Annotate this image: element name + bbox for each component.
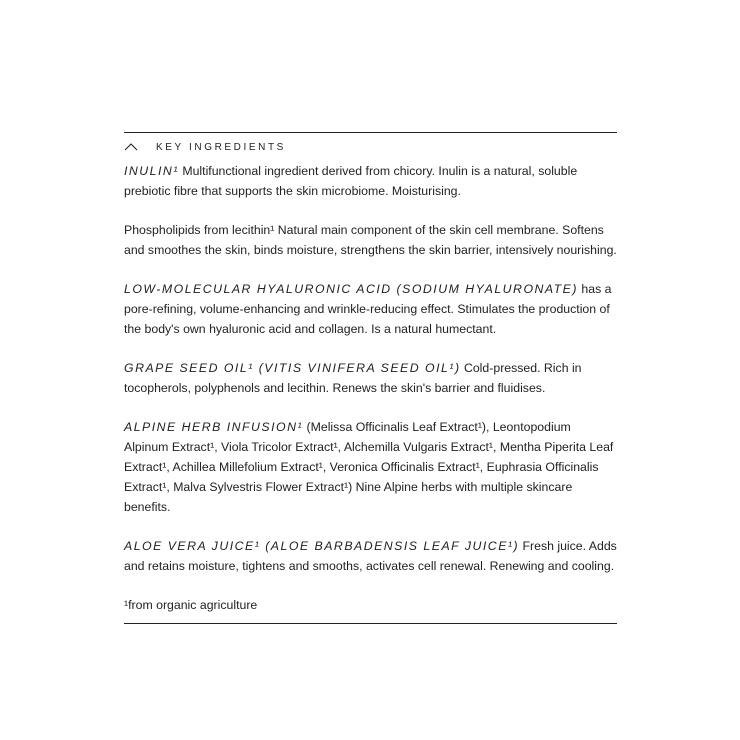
footnote: ¹from organic agriculture — [124, 598, 258, 612]
ingredient-description: has a pore-refining, volume-enhancing and wrinkle-reducing effect. Stimulates the production of the body's own hyaluronic acid and collagen. Is a natural humectant. — [124, 282, 612, 336]
ingredient-item — [124, 536, 617, 576]
section-title: KEY INGREDIENTS — [156, 141, 286, 153]
ingredient-item — [124, 220, 617, 260]
ingredient-item — [124, 279, 617, 339]
key-ingredients-toggle[interactable] — [124, 133, 617, 161]
ingredient-name: LOW-MOLECULAR HYALURONIC ACID (SODIUM HYALURONATE) — [124, 282, 578, 296]
ingredient-name: Phospholipids from lecithin¹ — [124, 223, 275, 237]
ingredient-name: INULIN¹ — [124, 164, 179, 178]
chevron-up-icon — [124, 142, 138, 152]
ingredient-description: Multifunctional ingredient derived from chicory. Inulin is a natural, soluble prebiotic fibre that supports the skin microbiome. Moisturising. — [124, 164, 578, 198]
ingredient-item — [124, 161, 617, 201]
ingredient-item — [124, 358, 617, 398]
ingredient-description: Cold-pressed. Rich in tocopherols, polyphenols and lecithin. Renews the skin's barrier and fluidises. — [124, 361, 582, 395]
ingredients-list — [124, 161, 617, 615]
ingredient-name: GRAPE SEED OIL¹ (VITIS VINIFERA SEED OIL¹) — [124, 361, 461, 375]
ingredient-name: ALPINE HERB INFUSION¹ — [124, 420, 304, 434]
ingredient-item — [124, 417, 617, 517]
key-ingredients-accordion — [124, 132, 617, 624]
ingredient-name: ALOE VERA JUICE¹ (ALOE BARBADENSIS LEAF JUICE¹) — [124, 539, 520, 553]
ingredient-description: (Melissa Officinalis Leaf Extract¹), Leontopodium Alpinum Extract¹, Viola Tricolor Extract¹, Alchemilla Vulgaris Extract¹, Mentha Piperita Leaf Extract¹, Achillea Millefolium Extract¹, Veronica Officinalis Extract¹, Euphrasia Officinalis Extract¹, Malva Sylvestris Flower Extract¹) Nine Alpine herbs with multiple skincare benefits. — [124, 420, 614, 514]
ingredient-description: Fresh juice. Adds and retains moisture, tightens and smooths, activates cell renewal. Renewing and cooling. — [124, 539, 617, 573]
bottom-divider — [124, 623, 617, 624]
ingredient-description: Natural main component of the skin cell membrane. Softens and smoothes the skin, binds moisture, strengthens the skin barrier, intensively nourishing. — [124, 223, 617, 257]
